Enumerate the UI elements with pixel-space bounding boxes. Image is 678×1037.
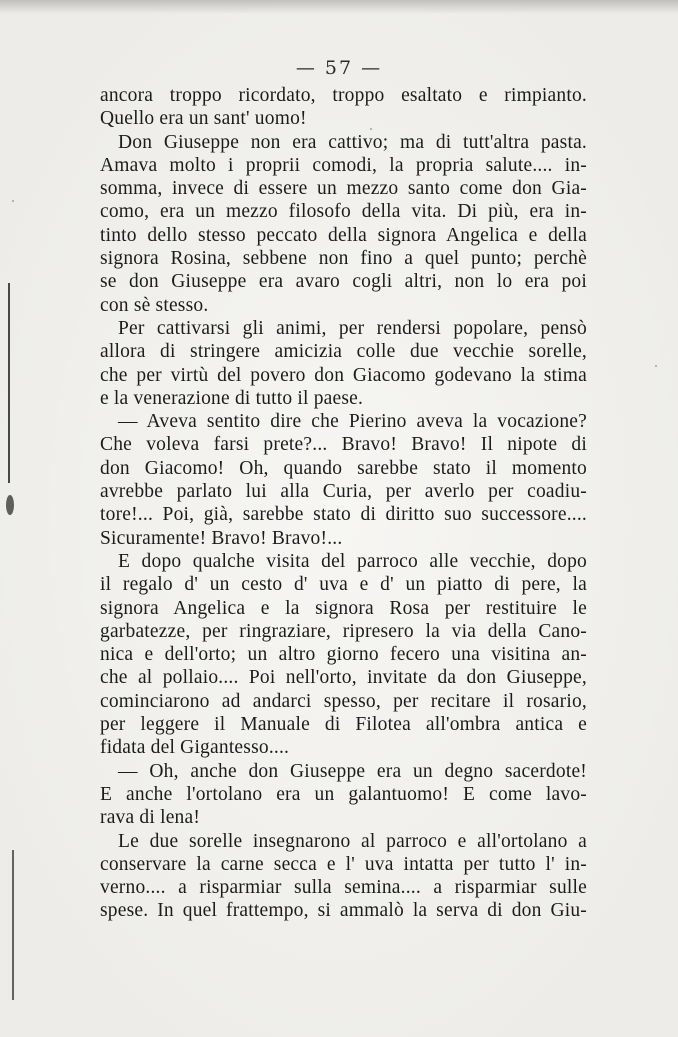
text-line: — Aveva sentito dire che Pierino aveva la vocazione? [118,411,587,433]
text-line: signora Rosina, sebbene non fino a quel punto; perchè [100,248,587,270]
text-line: E dopo qualche visita del parroco alle vecchie, dopo [118,550,587,572]
paper-speck [12,200,14,202]
text-line: avrebbe parlato lui alla Curia, per averlo per coadiu- [100,481,587,503]
text-line: somma, invece di essere un mezzo santo come don Gia- [100,178,587,200]
text-line: che per virtù del povero don Giacomo godevano la stima [100,364,587,386]
text-line: Le due sorelle insegnarono al parroco e all'ortolano a [118,830,587,852]
body-text [100,84,587,923]
margin-ink-stroke [12,850,14,1000]
text-line: il regalo d' un cesto d' uva e d' un piatto di pere, la [100,574,587,596]
margin-ink-stroke [8,283,10,483]
paper-speck [655,365,657,367]
text-line: cominciarono ad andarci spesso, per recitare il rosario, [100,690,587,712]
text-line: como, era un mezzo filosofo della vita. Di più, era in- [100,201,587,223]
text-line: Che voleva farsi prete?... Bravo! Bravo! Il nipote di [100,434,587,456]
text-line: rava di lena! [100,807,201,829]
text-line: Quello era un sant' uomo! [100,108,307,130]
text-line: signora Angelica e la signora Rosa per restituire le [100,597,587,619]
text-line: Don Giuseppe non era cattivo; ma di tutt'altra pasta. [118,131,587,153]
text-line: allora di stringere amicizia colle due vecchie sorelle, [100,341,587,363]
page-number: — 57 — [295,57,383,79]
text-line: spese. In quel frattempo, si ammalò la serva di don Giu- [100,900,587,922]
text-line: conservare la carne secca e l' uva intatta per tutto l' in- [100,853,587,875]
text-line: ancora troppo ricordato, troppo esaltato e rimpianto. [100,85,587,106]
text-line: verno.... a risparmiar sulla semina.... a risparmiar sulle [100,877,587,899]
text-line: don Giacomo! Oh, quando sarebbe stato il momento [100,457,587,479]
text-line: Sicuramente! Bravo! Bravo!... [100,527,343,549]
text-line: che al pollaio.... Poi nell'orto, invitate da don Giuseppe, [100,667,587,689]
text-line: Per cattivarsi gli animi, per rendersi popolare, pensò [118,317,587,339]
text-line: per leggere il Manuale di Filotea all'ombra antica e [100,714,587,736]
text-line: tore!... Poi, già, sarebbe stato di diritto suo successore.... [100,504,587,526]
text-line: Amava molto i proprii comodi, la propria salute.... in- [100,154,587,176]
text-line: nica e dell'orto; un altro giorno fecero una visitina an- [100,644,587,666]
text-line: con sè stesso. [100,294,209,316]
margin-ink-blot [6,495,14,515]
page-top-shadow [0,0,678,14]
text-line: E anche l'ortolano era un galantuomo! E come lavo- [100,783,587,805]
paper-speck [370,128,372,130]
text-line: fidata del Gigantesso.... [100,737,290,759]
text-line: e la venerazione di tutto il paese. [100,387,364,409]
text-line: — Oh, anche don Giuseppe era un degno sacerdote! [118,760,587,782]
text-line: garbatezze, per ringraziare, ripresero la via della Cano- [100,620,587,642]
text-line: tinto dello stesso peccato della signora Angelica e della [100,224,587,246]
text-line: se don Giuseppe era avaro cogli altri, non lo era poi [100,271,587,293]
